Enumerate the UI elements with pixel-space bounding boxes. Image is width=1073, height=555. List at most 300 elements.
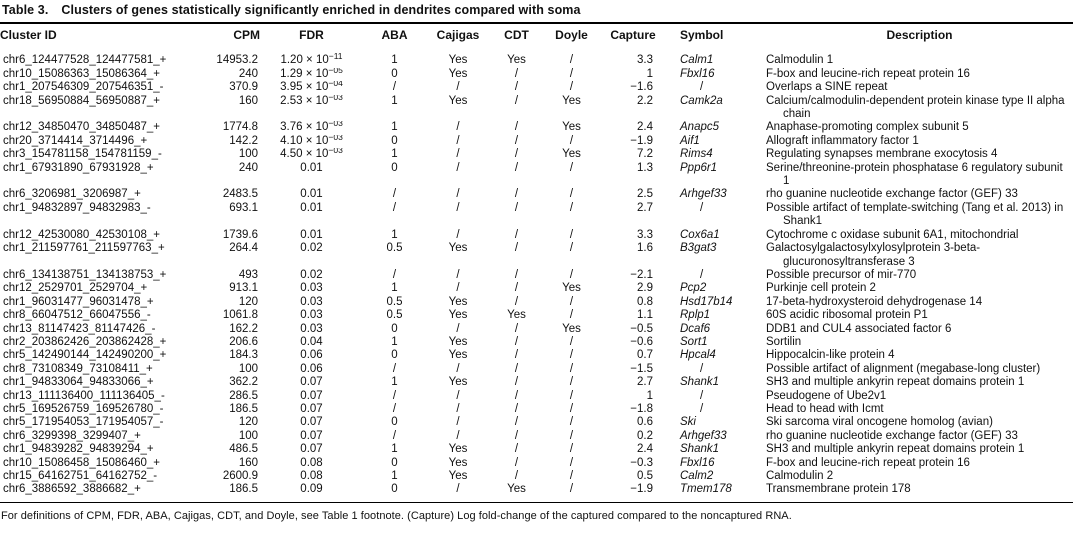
cell-cpm: 240 <box>238 161 258 174</box>
table-row <box>0 430 1073 443</box>
cell-fdr: 0.03 <box>300 322 323 335</box>
cell-description <box>766 416 1073 429</box>
table-footnote: For definitions of CPM, FDR, ABA, Cajigas, CDT, and Doyle, see Table 1 footnote. (Capture) Log fold-change of the captured compared to the noncaptured RNA. <box>1 510 792 523</box>
cell-doyle: / <box>569 429 574 442</box>
cell-aba: 1 <box>391 54 398 67</box>
cell-cajigas: / <box>456 362 460 375</box>
cell-aba: / <box>392 429 397 442</box>
col-header-aba: ABA <box>381 28 408 42</box>
cell-description <box>766 68 1073 81</box>
fdr-exponent: −03 <box>328 121 343 129</box>
cell-cajigas: / <box>456 81 460 94</box>
table-row <box>0 457 1073 470</box>
cell-cluster-id: chr5_142490144_142490200_+ <box>3 349 167 362</box>
cell-doyle: / <box>569 188 574 201</box>
cell-cluster-id: chr6_124477528_124477581_+ <box>3 54 167 67</box>
cell-cluster-id: chr10_15086458_15086460_+ <box>3 456 161 469</box>
cell-doyle: / <box>569 349 574 362</box>
cell-fdr: 0.07 <box>300 416 323 429</box>
cell-fdr: 0.04 <box>300 335 323 348</box>
cell-description <box>766 309 1073 322</box>
cell-cdt: Yes <box>507 54 526 67</box>
table-header <box>0 24 1073 48</box>
cell-doyle: / <box>569 161 574 174</box>
cell-symbol: / <box>700 81 704 94</box>
cell-cluster-id: chr20_3714414_3714496_+ <box>3 134 148 147</box>
cell-cdt: / <box>514 148 519 161</box>
description-text: 17-beta-hydroxysteroid dehydrogenase 14 <box>766 295 983 308</box>
table-row <box>0 68 1073 81</box>
cell-cdt: / <box>514 335 519 348</box>
table-row <box>0 443 1073 456</box>
cell-capture: −2.1 <box>630 268 653 281</box>
cell-cpm: 100 <box>238 429 258 442</box>
cell-aba: 0 <box>391 456 398 469</box>
cell-aba: / <box>392 389 397 402</box>
cell-cajigas: / <box>456 322 460 335</box>
cell-cdt: / <box>514 81 519 94</box>
cell-cdt: / <box>514 416 519 429</box>
cell-cdt: / <box>514 389 519 402</box>
table-row <box>0 416 1073 429</box>
cell-description <box>766 483 1073 501</box>
cell-cajigas: / <box>456 188 460 201</box>
cell-symbol: Dcaf6 <box>680 322 711 335</box>
cell-aba: 0 <box>391 349 398 362</box>
cell-description <box>766 81 1073 94</box>
cell-capture: −1.9 <box>630 483 653 496</box>
description-text: SH3 and multiple ankyrin repeat domains protein 1 <box>766 443 1025 456</box>
cell-fdr: 0.01 <box>300 161 323 174</box>
cell-capture: 0.5 <box>637 470 653 482</box>
cell-cdt: Yes <box>507 309 526 322</box>
cell-doyle: / <box>569 67 574 80</box>
table-row <box>0 162 1073 189</box>
cell-symbol: / <box>700 201 704 214</box>
cell-description <box>766 135 1073 148</box>
table-row <box>0 323 1073 336</box>
fdr-exponent: −05 <box>328 67 343 75</box>
cell-description <box>766 457 1073 470</box>
cell-symbol: Calm1 <box>680 54 714 67</box>
cell-capture: 2.4 <box>637 121 653 134</box>
col-header-symbol: Symbol <box>680 28 724 42</box>
cell-cajigas: / <box>456 201 460 214</box>
cell-symbol: / <box>700 402 704 415</box>
cell-capture: 1.1 <box>637 309 653 322</box>
description-text: Calmodulin 1 <box>766 54 834 67</box>
cell-cluster-id: chr6_3886592_3886682_+ <box>3 483 141 496</box>
cell-fdr: 0.07 <box>300 402 323 415</box>
cell-cpm: 186.5 <box>229 402 258 415</box>
cell-symbol: / <box>700 362 704 375</box>
cell-cluster-id: chr5_169526759_169526780_- <box>3 402 164 415</box>
cell-cdt: / <box>514 188 519 201</box>
cell-cluster-id: chr5_171954053_171954057_- <box>3 416 164 429</box>
table-row <box>0 202 1073 229</box>
cell-symbol: Calm2 <box>680 470 714 482</box>
cell-description <box>766 48 1073 67</box>
cell-cajigas: / <box>456 134 460 147</box>
description-text: Anaphase-promoting complex subunit 5 <box>766 121 969 134</box>
description-text: Calmodulin 2 <box>766 470 834 482</box>
cell-cdt: / <box>514 443 519 456</box>
cell-aba: 1 <box>391 121 398 134</box>
cell-aba: 1 <box>391 443 398 456</box>
cell-doyle: / <box>569 309 574 322</box>
cell-cdt: / <box>514 67 519 80</box>
cell-cluster-id: chr18_56950884_56950887_+ <box>3 94 161 107</box>
table-row <box>0 121 1073 134</box>
table-row <box>0 242 1073 269</box>
cell-description <box>766 336 1073 349</box>
cell-capture: −1.6 <box>630 81 653 94</box>
cell-cajigas: / <box>456 416 460 429</box>
description-text: F-box and leucine-rich repeat protein 16 <box>766 67 970 80</box>
cell-doyle: / <box>569 295 574 308</box>
cell-aba: 0 <box>391 483 398 496</box>
cell-cpm: 2483.5 <box>222 188 258 201</box>
cell-symbol: Sort1 <box>680 335 708 348</box>
description-text: rho guanine nucleotide exchange factor (GEF) 33 <box>766 188 1018 201</box>
col-header-cluster-id: Cluster ID <box>0 28 57 42</box>
cell-symbol: Anapc5 <box>680 121 720 134</box>
cell-cajigas: Yes <box>448 295 468 308</box>
cell-capture: 2.2 <box>637 94 653 107</box>
cell-cajigas: Yes <box>448 94 468 107</box>
col-header-cpm: CPM <box>233 28 260 42</box>
cell-doyle: / <box>569 416 574 429</box>
cell-fdr: $1.29 \times 10^{-05}$ <box>260 68 363 81</box>
fdr-exponent: −11 <box>328 51 343 62</box>
cell-cajigas: / <box>456 402 460 415</box>
gene-clusters-table <box>0 24 1073 502</box>
cell-capture: 2.9 <box>637 282 653 295</box>
cell-cdt: / <box>514 161 519 174</box>
cell-fdr: 0.09 <box>300 483 323 496</box>
cell-symbol: Tmem178 <box>680 483 732 496</box>
table-row <box>0 95 1073 122</box>
cell-aba: 1 <box>391 94 398 107</box>
table-row <box>0 282 1073 295</box>
cell-aba: / <box>392 201 397 214</box>
cell-capture: 2.4 <box>637 443 653 456</box>
cell-cajigas: Yes <box>448 376 468 389</box>
cell-cajigas: Yes <box>448 242 468 255</box>
cell-cpm: 162.2 <box>229 322 258 335</box>
cell-cluster-id: chr1_94839282_94839294_+ <box>3 443 154 456</box>
cell-capture: 1.6 <box>637 242 653 255</box>
cell-description <box>766 296 1073 309</box>
cell-doyle: / <box>569 268 574 281</box>
cell-symbol: Pcp2 <box>680 282 707 295</box>
cell-cpm: 2600.9 <box>222 470 258 482</box>
cell-cluster-id: chr6_3206981_3206987_+ <box>3 188 141 201</box>
cell-description <box>766 349 1073 362</box>
cell-description <box>766 403 1073 416</box>
cell-capture: 2.7 <box>637 201 653 214</box>
description-text: Serine/threonine-protein phosphatase 6 regulatory subunit 1 <box>766 161 1063 188</box>
cell-fdr: $4.50 \times 10^{-03}$ <box>260 148 363 161</box>
table-row <box>0 135 1073 148</box>
cell-aba: / <box>392 362 397 375</box>
cell-aba: 1 <box>391 376 398 389</box>
cell-cpm: 186.5 <box>229 483 258 496</box>
cell-aba: 1 <box>391 228 398 241</box>
cell-symbol: Fbxl16 <box>680 67 715 80</box>
cell-cdt: / <box>514 429 519 442</box>
cell-cluster-id: chr6_134138751_134138753_+ <box>3 268 167 281</box>
cell-cajigas: / <box>456 148 460 161</box>
fdr-exponent: −03 <box>328 148 343 156</box>
cell-cpm: 160 <box>238 94 258 107</box>
cell-symbol: Fbxl16 <box>680 456 715 469</box>
cell-symbol: / <box>700 389 704 402</box>
cell-cdt: / <box>514 121 519 134</box>
table-row <box>0 363 1073 376</box>
cell-cdt: / <box>514 470 519 482</box>
cell-cdt: / <box>514 295 519 308</box>
cell-fdr: 0.02 <box>300 268 323 281</box>
cell-capture: −1.5 <box>630 362 653 375</box>
cell-capture: 0.7 <box>637 349 653 362</box>
cell-cajigas: / <box>456 429 460 442</box>
table-row <box>0 229 1073 242</box>
cell-doyle: / <box>569 389 574 402</box>
cell-cluster-id: chr1_211597761_211597763_+ <box>3 242 165 255</box>
description-text: Calcium/calmodulin-dependent protein kinase type II alpha chain <box>766 94 1065 121</box>
cell-fdr: 0.07 <box>300 443 323 456</box>
cell-cdt: / <box>514 228 519 241</box>
cell-doyle: / <box>569 443 574 456</box>
cell-capture: −0.5 <box>630 322 653 335</box>
cell-fdr: $2.53 \times 10^{-03}$ <box>260 95 363 122</box>
cell-cajigas: / <box>456 228 460 241</box>
cell-doyle: / <box>569 242 574 255</box>
cell-aba: / <box>392 81 397 94</box>
description-text: Transmembrane protein 178 <box>766 483 911 496</box>
fdr-exponent: −03 <box>328 134 343 142</box>
cell-symbol: Aif1 <box>680 134 700 147</box>
cell-symbol: Camk2a <box>680 94 723 107</box>
cell-fdr: 0.03 <box>300 282 323 295</box>
cell-aba: 0 <box>391 134 398 147</box>
cell-cajigas: / <box>456 483 460 496</box>
description-text: SH3 and multiple ankyrin repeat domains protein 1 <box>766 376 1025 389</box>
cell-doyle: Yes <box>562 282 581 295</box>
table-row <box>0 148 1073 161</box>
cell-doyle: / <box>569 362 574 375</box>
cell-cpm: 100 <box>238 148 258 161</box>
cell-cluster-id: chr13_111136400_111136405_- <box>3 389 165 402</box>
fdr-exponent: −03 <box>328 94 343 102</box>
table-row <box>0 349 1073 362</box>
cell-cdt: / <box>514 376 519 389</box>
cell-capture: 0.8 <box>637 295 653 308</box>
cell-fdr: 0.01 <box>300 201 323 214</box>
cell-doyle: / <box>569 456 574 469</box>
cell-cajigas: Yes <box>448 443 468 456</box>
cell-aba: 0 <box>391 416 398 429</box>
cell-cdt: Yes <box>507 483 526 496</box>
cell-description <box>766 269 1073 282</box>
cell-fdr: $3.95 \times 10^{-04}$ <box>260 81 363 94</box>
cell-capture: −1.8 <box>630 402 653 415</box>
table-row <box>0 48 1073 67</box>
cell-cpm: 693.1 <box>229 201 258 214</box>
cell-cajigas: Yes <box>448 54 468 67</box>
cell-description <box>766 188 1073 201</box>
cell-cluster-id: chr13_81147423_81147426_- <box>3 322 156 335</box>
cell-symbol: Shank1 <box>680 443 720 456</box>
cell-cdt: / <box>514 242 519 255</box>
cell-cajigas: / <box>456 389 460 402</box>
cell-cpm: 14953.2 <box>216 54 258 67</box>
cell-description <box>766 95 1073 122</box>
cell-cpm: 1061.8 <box>222 309 258 322</box>
cell-cpm: 1774.8 <box>222 121 258 134</box>
description-text: Possible artifact of alignment (megabase-long cluster) <box>766 362 1041 375</box>
cell-description <box>766 229 1073 242</box>
cell-capture: 3.3 <box>637 228 653 241</box>
cell-aba: 0 <box>391 67 398 80</box>
cell-doyle: / <box>569 483 574 496</box>
description-text: DDB1 and CUL4 associated factor 6 <box>766 322 952 335</box>
cell-aba: 0.5 <box>386 295 403 308</box>
description-text: Purkinje cell protein 2 <box>766 282 876 295</box>
cell-doyle: / <box>569 228 574 241</box>
cell-doyle: / <box>569 81 574 94</box>
col-header-description: Description <box>886 28 953 42</box>
cell-symbol: Hsd17b14 <box>680 295 733 308</box>
cell-cluster-id: chr1_94833064_94833066_+ <box>3 376 154 389</box>
cell-cpm: 206.6 <box>229 335 258 348</box>
cell-cluster-id: chr6_3299398_3299407_+ <box>3 429 141 442</box>
cell-cpm: 120 <box>238 416 258 429</box>
cell-cpm: 142.2 <box>229 134 258 147</box>
table-row <box>0 336 1073 349</box>
cell-description <box>766 121 1073 134</box>
cell-cdt: / <box>514 134 519 147</box>
cell-cdt: / <box>514 362 519 375</box>
cell-cajigas: Yes <box>448 67 468 80</box>
cell-cluster-id: chr12_2529701_2529704_+ <box>3 282 148 295</box>
table-row <box>0 390 1073 403</box>
cell-cajigas: / <box>456 161 460 174</box>
cell-fdr: 0.03 <box>300 295 323 308</box>
cell-aba: / <box>392 402 397 415</box>
description-text: Allograft inflammatory factor 1 <box>766 134 919 147</box>
cell-cpm: 160 <box>238 456 258 469</box>
cell-doyle: Yes <box>562 322 581 335</box>
cell-cajigas: / <box>456 282 460 295</box>
header-row <box>0 24 1073 48</box>
cell-aba: 0.5 <box>386 309 403 322</box>
col-header-capture: Capture <box>610 28 656 42</box>
cell-doyle: / <box>569 470 574 482</box>
cell-fdr: $3.76 \times 10^{-03}$ <box>260 121 363 134</box>
cell-description <box>766 323 1073 336</box>
description-text: Ski sarcoma viral oncogene homolog (avian) <box>766 416 993 429</box>
table-row <box>0 376 1073 389</box>
cell-symbol: Ppp6r1 <box>680 161 718 174</box>
cell-symbol: Cox6a1 <box>680 228 720 241</box>
cell-description <box>766 202 1073 229</box>
col-header-cdt: CDT <box>504 28 529 42</box>
table-caption: Clusters of genes statistically significantly enriched in dendrites compared with soma <box>61 3 581 17</box>
cell-aba: 1 <box>391 470 398 482</box>
cell-cluster-id: chr8_73108349_73108411_+ <box>3 362 153 375</box>
cell-description <box>766 363 1073 376</box>
cell-cpm: 913.1 <box>229 282 258 295</box>
table-row <box>0 269 1073 282</box>
cell-cpm: 362.2 <box>229 376 258 389</box>
cell-symbol: B3gat3 <box>680 242 717 255</box>
cell-cdt: / <box>514 201 519 214</box>
table-body <box>0 48 1073 501</box>
cell-fdr: 0.07 <box>300 429 323 442</box>
cell-fdr: $4.10 \times 10^{-03}$ <box>260 135 363 148</box>
col-header-cajigas: Cajigas <box>436 28 480 42</box>
cell-cajigas: Yes <box>448 309 468 322</box>
cell-cluster-id: chr1_67931890_67931928_+ <box>3 161 154 174</box>
cell-capture: 2.5 <box>637 188 653 201</box>
col-header-doyle: Doyle <box>555 28 588 42</box>
cell-cdt: / <box>514 282 519 295</box>
cell-capture: −0.6 <box>630 335 653 348</box>
cell-aba: 1 <box>391 335 398 348</box>
cell-cluster-id: chr1_207546309_207546351_- <box>3 81 164 94</box>
cell-cdt: / <box>514 94 519 107</box>
cell-symbol: Ski <box>680 416 696 429</box>
cell-symbol: Shank1 <box>680 376 720 389</box>
cell-cluster-id: chr10_15086363_15086364_+ <box>3 67 161 80</box>
cell-symbol: / <box>700 268 704 281</box>
cell-doyle: Yes <box>562 94 581 107</box>
cell-aba: 1 <box>391 282 398 295</box>
cell-cpm: 370.9 <box>229 81 258 94</box>
cell-cdt: / <box>514 322 519 335</box>
cell-cdt: / <box>514 402 519 415</box>
cell-fdr: 0.08 <box>300 456 323 469</box>
cell-fdr: 0.01 <box>300 188 323 201</box>
table-row <box>0 81 1073 94</box>
cell-description <box>766 148 1073 161</box>
cell-aba: 1 <box>391 148 398 161</box>
cell-doyle: / <box>569 54 574 67</box>
cell-capture: 0.2 <box>637 429 653 442</box>
cell-symbol: Rplp1 <box>680 309 711 322</box>
cell-doyle: / <box>569 201 574 214</box>
description-text: rho guanine nucleotide exchange factor (GEF) 33 <box>766 429 1018 442</box>
cell-capture: 0.6 <box>637 416 653 429</box>
cell-fdr: $1.20 \times 10^{-11}$ <box>280 51 343 67</box>
description-text: Possible artifact of template-switching (Tang et al. 2013) in Shank1 <box>766 201 1064 228</box>
cell-cluster-id: chr1_96031477_96031478_+ <box>3 295 154 308</box>
cell-capture: 7.2 <box>637 148 653 161</box>
cell-cpm: 264.4 <box>229 242 258 255</box>
cell-symbol: Rims4 <box>680 148 713 161</box>
cell-cluster-id: chr12_34850470_34850487_+ <box>3 121 161 134</box>
cell-fdr: 0.02 <box>300 242 323 255</box>
cell-aba: 0.5 <box>386 242 403 255</box>
cell-capture: 3.3 <box>637 54 653 67</box>
cell-cpm: 1739.6 <box>222 228 258 241</box>
cell-fdr: 0.07 <box>300 389 323 402</box>
cell-cluster-id: chr8_66047512_66047556_- <box>3 309 151 322</box>
cell-doyle: Yes <box>562 148 581 161</box>
table-row <box>0 470 1073 483</box>
